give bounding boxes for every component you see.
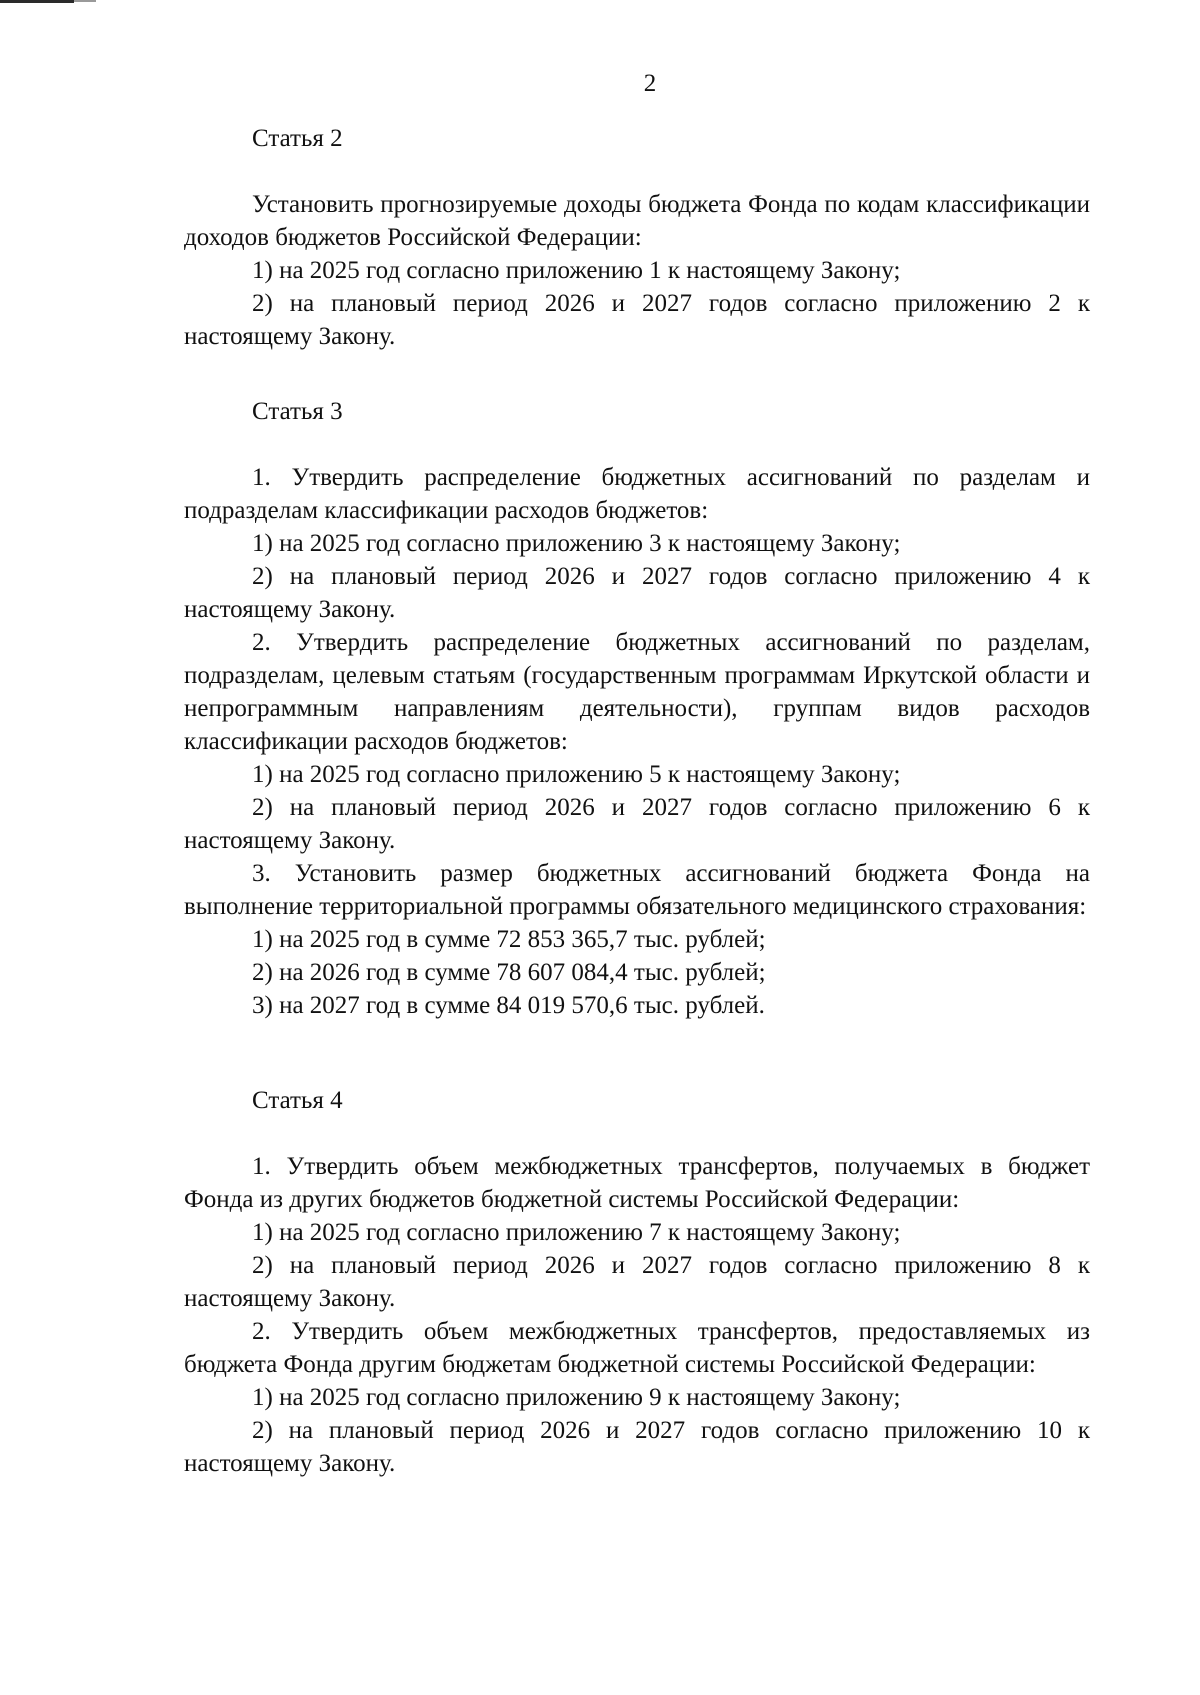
paragraph: 2. Утвердить объем межбюджетных трансфертов, предоставляемых из бюджета Фонда другим бюджетам бюджетной системы Российской Федерации:: [184, 1318, 1090, 1378]
page-number: 2: [643, 70, 657, 97]
list-item: 1) на 2025 год согласно приложению 5 к настоящему Закону;: [252, 761, 901, 788]
paragraph: Установить прогнозируемые доходы бюджета Фонда по кодам классификации доходов бюджетов Российской Федерации:: [184, 191, 1090, 251]
paragraph: 1. Утвердить объем межбюджетных трансфертов, получаемых в бюджет Фонда из других бюджетов бюджетной системы Российской Федерации:: [184, 1153, 1090, 1213]
paragraph: 2. Утвердить распределение бюджетных ассигнований по разделам, подразделам, целевым статьям (государственным программам Иркутской области и непрограммным направлениям деятельности), группам видов расходов классификации расходов бюджетов:: [184, 629, 1090, 755]
list-item: 1) на 2025 год согласно приложению 1 к настоящему Закону;: [252, 257, 901, 284]
article-heading: Статья 3: [252, 398, 343, 425]
article-body: [184, 188, 1090, 353]
article-4: [184, 1084, 1090, 1480]
list-item: 2) на плановый период 2026 и 2027 годов согласно приложению 6 к настоящему Закону.: [184, 794, 1090, 854]
list-item: 2) на плановый период 2026 и 2027 годов согласно приложению 4 к настоящему Закону.: [184, 563, 1090, 623]
paragraph: 3. Установить размер бюджетных ассигнований бюджета Фонда на выполнение территориальной программы обязательного медицинского страхования:: [184, 860, 1090, 920]
article-3: [184, 395, 1090, 1022]
list-item: 2) на плановый период 2026 и 2027 годов согласно приложению 8 к настоящему Закону.: [184, 1252, 1090, 1312]
article-body: [184, 1150, 1090, 1480]
scan-edge-artifact-tick: [74, 0, 96, 2]
list-item: 2) на плановый период 2026 и 2027 годов согласно приложению 10 к настоящему Закону.: [184, 1417, 1090, 1477]
article-heading: Статья 2: [252, 125, 343, 152]
article-2: [184, 122, 1090, 353]
list-item: 2) на плановый период 2026 и 2027 годов согласно приложению 2 к настоящему Закону.: [184, 290, 1090, 350]
list-item: 3) на 2027 год в сумме 84 019 570,6 тыс. рублей.: [252, 992, 765, 1019]
list-item: 1) на 2025 год в сумме 72 853 365,7 тыс. рублей;: [252, 926, 766, 953]
list-item: 2) на 2026 год в сумме 78 607 084,4 тыс. рублей;: [252, 959, 766, 986]
paragraph: 1. Утвердить распределение бюджетных ассигнований по разделам и подразделам классификации расходов бюджетов:: [184, 464, 1090, 524]
article-body: [184, 461, 1090, 1022]
list-item: 1) на 2025 год согласно приложению 9 к настоящему Закону;: [252, 1384, 901, 1411]
article-heading: Статья 4: [252, 1087, 343, 1114]
list-item: 1) на 2025 год согласно приложению 7 к настоящему Закону;: [252, 1219, 901, 1246]
scan-edge-artifact: [0, 0, 74, 15]
list-item: 1) на 2025 год согласно приложению 3 к настоящему Закону;: [252, 530, 901, 557]
